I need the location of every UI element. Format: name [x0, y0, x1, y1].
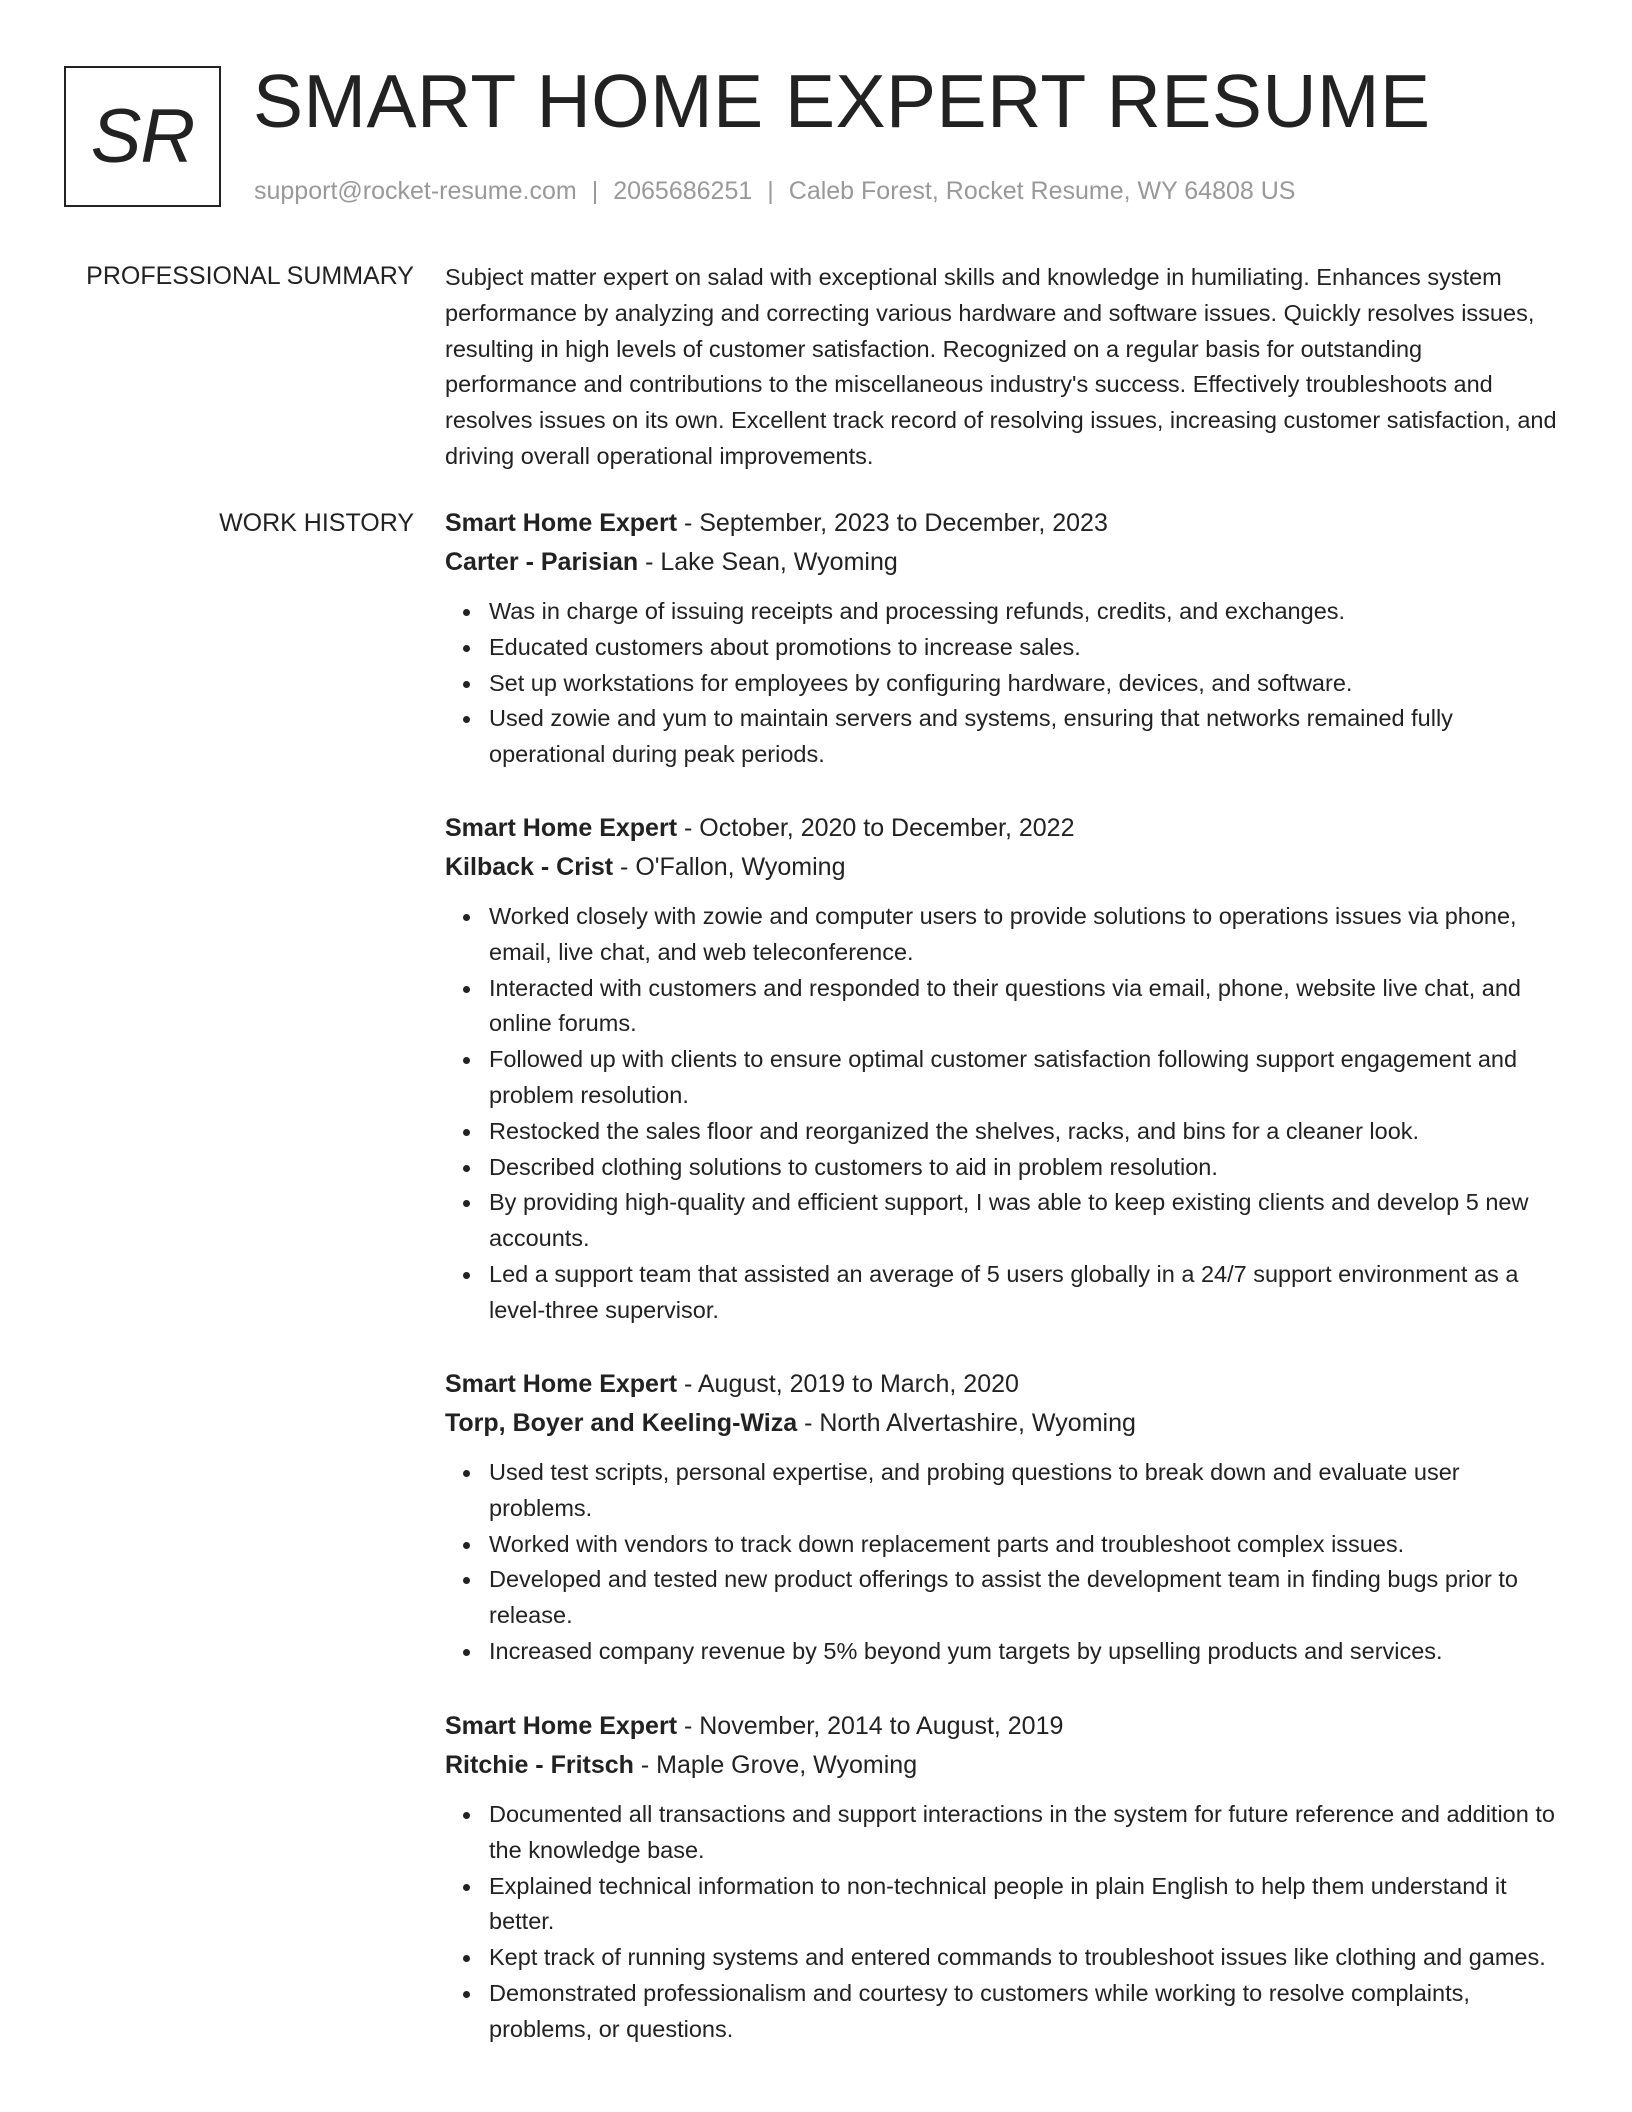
- job-dates: - November, 2014 to August, 2019: [677, 1712, 1064, 1740]
- job-title: Smart Home Expert: [445, 1712, 678, 1740]
- job-company-line: [445, 1404, 1557, 1443]
- job-location: - Lake Sean, Wyoming: [638, 548, 898, 576]
- contact-separator: |: [767, 177, 774, 205]
- contact-email: support@rocket-resume.com: [254, 177, 577, 205]
- job-company: Torp, Boyer and Keeling-Wiza: [445, 1409, 798, 1437]
- job-title: Smart Home Expert: [445, 814, 678, 842]
- job-bullet: Worked closely with zowie and computer users to provide solutions to operations issues via phone, email, live chat, and web teleconference.: [489, 899, 1557, 971]
- job-bullet: Was in charge of issuing receipts and processing refunds, credits, and exchanges.: [489, 594, 1557, 630]
- job-bullets: [445, 899, 1557, 1329]
- job-company-line: [445, 1746, 1557, 1785]
- job-bullet: Developed and tested new product offerings to assist the development team in finding bugs prior to release.: [489, 1562, 1557, 1634]
- job-bullets: [445, 594, 1557, 773]
- job-title-line: [445, 809, 1557, 848]
- resume-title: SMART HOME EXPERT RESUME: [253, 59, 1431, 143]
- job-company-line: [445, 543, 1557, 582]
- job-company: Kilback - Crist: [445, 853, 614, 881]
- job-location: - O'Fallon, Wyoming: [613, 853, 846, 881]
- job-bullet: Set up workstations for employees by configuring hardware, devices, and software.: [489, 666, 1557, 702]
- job-bullet: Explained technical information to non-technical people in plain English to help them understand it better.: [489, 1869, 1557, 1941]
- job-bullet: By providing high-quality and efficient support, I was able to keep existing clients and develop 5 new accounts.: [489, 1185, 1557, 1257]
- job-title-line: [445, 1707, 1557, 1746]
- job-bullet: Kept track of running systems and entered commands to troubleshoot issues like clothing and games.: [489, 1940, 1557, 1976]
- job-bullet: Worked with vendors to track down replacement parts and troubleshoot complex issues.: [489, 1527, 1557, 1563]
- job-company: Ritchie - Fritsch: [445, 1751, 634, 1779]
- job-bullet: Followed up with clients to ensure optimal customer satisfaction following support engagement and problem resolution.: [489, 1042, 1557, 1114]
- job-bullets: [445, 1797, 1557, 2048]
- job-dates: - August, 2019 to March, 2020: [677, 1370, 1019, 1398]
- job-bullet: Documented all transactions and support interactions in the system for future reference and addition to the knowledge base.: [489, 1797, 1557, 1869]
- job-title: Smart Home Expert: [445, 509, 678, 537]
- job-location: - Maple Grove, Wyoming: [633, 1751, 918, 1779]
- job-entry: [445, 809, 1557, 1329]
- job-bullets: [445, 1455, 1557, 1670]
- job-bullet: Described clothing solutions to customers to aid in problem resolution.: [489, 1150, 1557, 1186]
- summary-text: Subject matter expert on salad with exceptional skills and knowledge in humiliating. Enhances system performance by analyzing and correcting various hardware and software issues. Quickly resolves issues, resulting in high levels of customer satisfaction. Recognized on a regular basis for outstanding performance and contributions to the miscellaneous industry's success. Effectively troubleshoots and resolves issues on its own. Excellent track record of resolving issues, increasing customer satisfaction, and driving overall operational improvements.: [445, 264, 1557, 469]
- job-title-line: [445, 504, 1557, 543]
- job-entry: [445, 504, 1557, 773]
- work-history-heading: WORK HISTORY: [219, 509, 414, 537]
- job-bullet: Used test scripts, personal expertise, and probing questions to break down and evaluate user problems.: [489, 1455, 1557, 1527]
- job-bullet: Led a support team that assisted an average of 5 users globally in a 24/7 support environment as a level-three supervisor.: [489, 1257, 1557, 1329]
- job-entry: [445, 1365, 1557, 1670]
- job-dates: - September, 2023 to December, 2023: [677, 509, 1108, 537]
- job-entry: [445, 1707, 1557, 2048]
- job-bullet: Educated customers about promotions to increase sales.: [489, 630, 1557, 666]
- job-bullet: Demonstrated professionalism and courtesy to customers while working to resolve complaints, problems, or questions.: [489, 1976, 1557, 2048]
- job-title-line: [445, 1365, 1557, 1404]
- summary-heading: PROFESSIONAL SUMMARY: [86, 262, 414, 290]
- job-bullet: Interacted with customers and responded to their questions via email, phone, website live chat, and online forums.: [489, 971, 1557, 1043]
- contact-address: Caleb Forest, Rocket Resume, WY 64808 US: [788, 177, 1296, 205]
- job-company: Carter - Parisian: [445, 548, 639, 576]
- contact-line: [254, 175, 1295, 207]
- contact-phone: 2065686251: [613, 177, 753, 205]
- job-bullet: Restocked the sales floor and reorganized the shelves, racks, and bins for a cleaner look.: [489, 1114, 1557, 1150]
- job-dates: - October, 2020 to December, 2022: [677, 814, 1075, 842]
- summary-body: [445, 260, 1557, 475]
- job-location: - North Alvertashire, Wyoming: [797, 1409, 1136, 1437]
- contact-separator: |: [591, 177, 599, 205]
- job-bullet: Increased company revenue by 5% beyond yum targets by upselling products and services.: [489, 1634, 1557, 1670]
- job-bullet: Used zowie and yum to maintain servers and systems, ensuring that networks remained fully operational during peak periods.: [489, 701, 1557, 773]
- job-company-line: [445, 848, 1557, 887]
- job-title: Smart Home Expert: [445, 1370, 678, 1398]
- monogram-logo: SR: [64, 66, 221, 207]
